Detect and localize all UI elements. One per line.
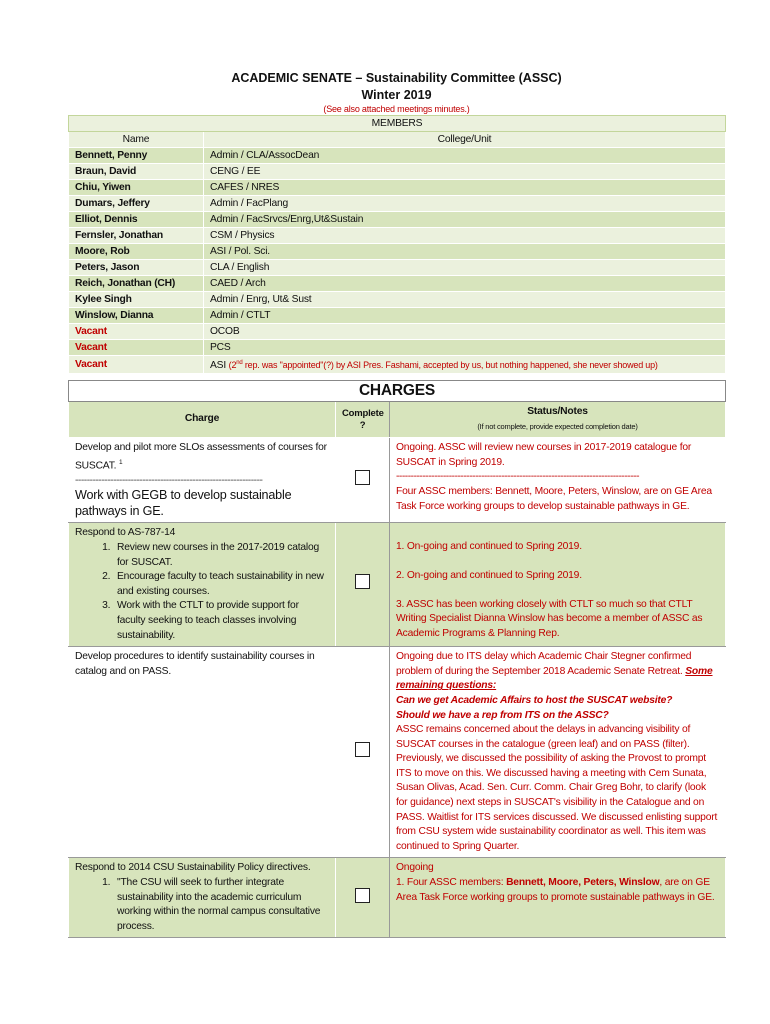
document-term: Winter 2019	[361, 88, 432, 102]
charge-divider: ----------------------------------------------------------------	[75, 474, 263, 486]
member-row-vacant	[69, 356, 726, 374]
member-name: Braun, David	[69, 164, 204, 180]
status-text: Four ASSC members: Bennett, Moore, Peters, Winslow, are on GE Area Task Force working groups to develop sustainable pathways in GE.	[396, 485, 712, 512]
complete-cell	[336, 438, 390, 523]
status-text	[396, 876, 719, 905]
member-unit: ASI	[210, 360, 226, 371]
complete-checkbox[interactable]	[355, 574, 370, 589]
question-1: Can we get Academic Affairs to host the SUSCAT website?	[396, 694, 673, 706]
member-row-vacant	[69, 340, 726, 356]
asi-note-sup: nd	[236, 360, 243, 366]
complete-cell	[336, 858, 390, 938]
member-row	[69, 196, 726, 212]
charge-list	[75, 876, 329, 934]
charge-cell	[69, 438, 336, 523]
member-name: Fernsler, Jonathan	[69, 228, 204, 244]
document-page	[68, 70, 725, 938]
member-row	[69, 244, 726, 260]
status-text: 3. ASSC has been working closely with CTLT so much so that CTLT Writing Specialist Dianna Winslow has become a member of ASSC as Academic Programs & Planning Rep.	[396, 598, 703, 639]
member-name: Moore, Rob	[69, 244, 204, 260]
complete-checkbox[interactable]	[355, 470, 370, 485]
member-row	[69, 148, 726, 164]
complete-checkbox[interactable]	[355, 742, 370, 757]
status-text: 2. On-going and continued to Spring 2019.	[396, 569, 582, 581]
status-cell	[390, 858, 726, 938]
member-row	[69, 164, 726, 180]
member-name: Winslow, Dianna	[69, 308, 204, 324]
charge-list	[75, 541, 329, 643]
status-cell	[390, 647, 726, 858]
status-text: ASSC remains concerned about the delays in advancing visibility of SUSCAT courses in the catalogue (green leaf) and on PASS (filter). Previously, we discussed the possibility of asking the Provost to prompt ITS to move on this. We discussed having a meeting with Cem Sunata, Susan Olivas, Acad. Sen. Curr. Comm. Chair Greg Bohr, to clarify (look for guidance) next steps in SUSCAT's visibility in the Catalogue and on PASS. Waitlist for ITS services discussed. We discussed enlisting support from CSU system wide sustainability coordinator as well. This item was continued to Spring Quarter.	[396, 724, 718, 852]
status-text: Ongoing	[396, 862, 434, 874]
charge-text	[75, 441, 329, 474]
member-unit: Admin / CTLT	[204, 308, 726, 324]
charges-table	[68, 380, 726, 938]
list-item: 2. Encourage faculty to teach sustainability in new and existing courses.	[113, 570, 329, 599]
column-header-status	[390, 402, 726, 438]
asi-rep-note	[229, 360, 658, 370]
question-2: Should we have a rep from ITS on the ASSC?	[396, 709, 609, 721]
member-unit: CENG / EE	[204, 164, 726, 180]
member-row	[69, 180, 726, 196]
list-item: 1. Review new courses in the 2017-2019 catalog for SUSCAT.	[113, 541, 329, 570]
charges-heading: CHARGES	[69, 381, 726, 402]
status-cell	[390, 523, 726, 647]
status-header-sub: (If not complete, provide expected completion date)	[477, 421, 638, 431]
charge-intro: Respond to 2014 CSU Sustainability Policy directives.	[75, 862, 311, 874]
charge-gegb-text: Work with GEGB to develop sustainable pathways in GE.	[75, 488, 292, 518]
member-unit: Admin / FacPlang	[204, 196, 726, 212]
charge-row	[69, 523, 726, 647]
column-header-complete: Complete ?	[336, 402, 390, 438]
member-row-vacant	[69, 324, 726, 340]
member-unit-with-note	[204, 356, 726, 374]
member-name: Peters, Jason	[69, 260, 204, 276]
footnote-marker: 1	[119, 458, 123, 466]
member-row	[69, 212, 726, 228]
member-unit: PCS	[204, 340, 726, 356]
member-unit: Admin / FacSrvcs/Enrg,Ut&Sustain	[204, 212, 726, 228]
charges-header-row	[69, 402, 726, 438]
member-unit: CSM / Physics	[204, 228, 726, 244]
charge-row	[69, 647, 726, 858]
member-name: Vacant	[69, 356, 204, 374]
asi-note-text: rep. was "appointed"(?) by ASI Pres. Fashami, accepted by us, but nothing happened, she never showed up)	[242, 360, 658, 370]
member-unit: CLA / English	[204, 260, 726, 276]
member-unit: Admin / CLA/AssocDean	[204, 148, 726, 164]
charge-cell	[69, 647, 336, 858]
questions-label: Some remaining questions:	[396, 665, 713, 692]
list-item: 3. Work with the CTLT to provide support for faculty seeking to teach classes involving sustainability.	[113, 599, 329, 643]
status-text: Ongoing. ASSC will review new courses in 2017-2019 catalogue for SUSCAT in Spring 2019.	[396, 442, 692, 468]
minutes-note: (See also attached meetings minutes.)	[323, 104, 470, 114]
charge-cell	[69, 523, 336, 647]
charge-cell	[69, 858, 336, 938]
member-unit: OCOB	[204, 324, 726, 340]
member-unit: CAFES / NRES	[204, 180, 726, 196]
charge-slo-text: Develop and pilot more SLOs assessments of courses for SUSCAT.	[75, 442, 327, 472]
member-row	[69, 276, 726, 292]
member-name: Vacant	[69, 324, 204, 340]
member-row	[69, 308, 726, 324]
members-heading: MEMBERS	[69, 116, 726, 132]
charge-row	[69, 858, 726, 938]
status-names: Bennett, Moore, Peters, Winslow	[506, 877, 660, 889]
member-unit: ASI / Pol. Sci.	[204, 244, 726, 260]
member-unit: Admin / Enrg, Ut& Sust	[204, 292, 726, 308]
complete-checkbox[interactable]	[355, 888, 370, 903]
status-prefix: 1. Four ASSC members:	[396, 877, 507, 889]
member-name: Elliot, Dennis	[69, 212, 204, 228]
complete-cell	[336, 523, 390, 647]
column-header-college-unit: College/Unit	[204, 132, 726, 148]
member-row	[69, 228, 726, 244]
member-row	[69, 260, 726, 276]
list-item: 1. "The CSU will seek to further integrate sustainability into the academic curriculum working within the normal campus consultative process.	[113, 876, 329, 934]
member-unit: CAED / Arch	[204, 276, 726, 292]
member-name: Kylee Singh	[69, 292, 204, 308]
status-text: Ongoing due to ITS delay which Academic Chair Stegner confirmed problem of during the September 2018 Academic Senate Retreat.	[396, 651, 692, 677]
status-text: 1. On-going and continued to Spring 2019.	[396, 541, 582, 553]
status-header-label: Status/Notes	[527, 406, 588, 417]
status-cell	[390, 438, 726, 523]
member-row	[69, 292, 726, 308]
column-header-name: Name	[69, 132, 204, 148]
member-name: Dumars, Jeffery	[69, 196, 204, 212]
asi-note-prefix: (2	[228, 360, 237, 370]
status-suffix: , are on GE Area Task Force working groups to promote sustainable pathways in GE.	[396, 877, 715, 903]
complete-cell	[336, 647, 390, 858]
status-divider: -----------------------------------------------------------------------------------	[396, 471, 640, 483]
charge-row	[69, 438, 726, 523]
member-name: Vacant	[69, 340, 204, 356]
charge-intro: Respond to AS-787-14	[75, 527, 176, 539]
column-header-charge: Charge	[69, 402, 336, 438]
member-name: Reich, Jonathan (CH)	[69, 276, 204, 292]
document-title: ACADEMIC SENATE – Sustainability Committee (ASSC)	[231, 71, 562, 85]
members-table	[68, 115, 726, 374]
charge-text: Develop procedures to identify sustainability courses in catalog and on PASS.	[75, 651, 315, 677]
member-name: Bennett, Penny	[69, 148, 204, 164]
member-name: Chiu, Yiwen	[69, 180, 204, 196]
